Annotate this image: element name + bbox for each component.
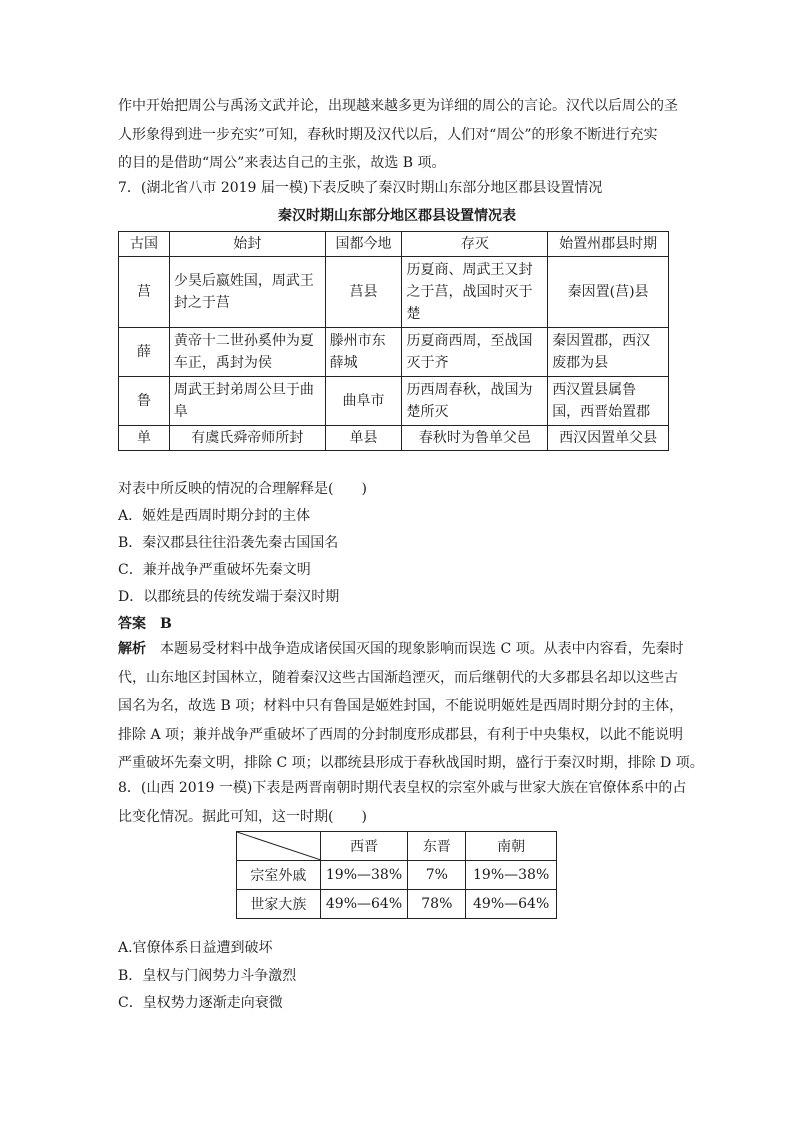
- table-cell: 西汉因置单父县: [548, 426, 669, 451]
- q7-analysis: [118, 635, 704, 778]
- table-cell: 薛: [119, 328, 170, 377]
- q7-option-d: D．以郡统县的传统发端于秦汉时期: [118, 589, 340, 605]
- intro-paragraph: [118, 92, 678, 178]
- table-cell: 滕州市东薛城: [325, 328, 402, 377]
- q8-option-c: C．皇权势力逐渐走向衰微: [118, 995, 283, 1011]
- table-cell: 秦因置郡，西汉废郡为县: [548, 328, 669, 377]
- table-cell: 7%: [408, 861, 466, 890]
- table-header-cell: 国都今地: [325, 232, 402, 257]
- intro-line: 的目的是借助“周公”来表达自己的主张，故选 B 项。: [118, 155, 446, 171]
- table-header-cell-diagonal: [237, 832, 321, 861]
- answer-label: 答案: [118, 616, 146, 632]
- analysis-text: 本题易受材料中战争造成诸侯国灭国的现象影响而误选 C 项。从表中内容看，先秦时: [160, 641, 684, 657]
- q7-answer: [118, 614, 172, 634]
- table-header-cell: 存灭: [402, 232, 548, 257]
- q8-table: [236, 831, 557, 919]
- table-cell: 78%: [408, 890, 466, 919]
- table-header-cell: 南朝: [466, 832, 557, 861]
- table-cell: 49%—64%: [466, 890, 557, 919]
- table-cell: 莒县: [325, 257, 402, 328]
- table-cell: 49%—64%: [320, 890, 408, 919]
- q7-option-b: B．秦汉郡县往往沿袭先秦古国国名: [118, 535, 339, 551]
- analysis-line: 严重破坏先秦文明，排除 C 项；以郡统县形成于春秋战国时期，盛行于秦汉时期，排除 D 项。: [118, 755, 704, 771]
- table-header-cell: 古国: [119, 232, 170, 257]
- analysis-label: 解析: [118, 641, 146, 657]
- table-cell: 历夏商西周，至战国灭于齐: [402, 328, 548, 377]
- answer-value: B: [160, 616, 172, 632]
- q8-stem-line: 比变化情况。据此可知，这一时期( ): [118, 808, 367, 825]
- table-row: [119, 377, 669, 426]
- table-cell: 曲阜市: [325, 377, 402, 426]
- table-cell: 春秋时为鲁单父邑: [402, 426, 548, 451]
- q7-option-c: C．兼并战争严重破坏先秦文明: [118, 562, 311, 578]
- table-cell: 单县: [325, 426, 402, 451]
- table-cell: 莒: [119, 257, 170, 328]
- analysis-line: 国名为名，故选 B 项；材料中只有鲁国是姬姓封国，不能说明姬姓是西周时期分封的主体，: [118, 698, 684, 714]
- analysis-line: [118, 635, 684, 664]
- q8-stem: [118, 774, 687, 831]
- table-header-cell: 始置州郡县时期: [548, 232, 669, 257]
- table-cell: 19%—38%: [320, 861, 408, 890]
- q8-option-a: A.官僚体系日益遭到破坏: [118, 940, 273, 956]
- table-cell: 黄帝十二世孙奚仲为夏车正，禹封为侯: [169, 328, 325, 377]
- table-header-cell: 西晋: [320, 832, 408, 861]
- table-header-row: [237, 832, 557, 861]
- q7-stem: 7．(湖北省八市 2019 届一模)下表反映了秦汉时期山东部分地区郡县设置情况: [118, 180, 603, 196]
- intro-line: 人形象得到进一步充实”可知，春秋时期及汉代以后，人们对“周公”的形象不断进行充实: [118, 126, 658, 143]
- table-row: [119, 426, 669, 451]
- table-cell: 历夏商、周武王又封之于莒，战国时灭于楚: [402, 257, 548, 328]
- table-cell: 周武王封弟周公旦于曲阜: [169, 377, 325, 426]
- table-cell: 有虞氏舜帝师所封: [169, 426, 325, 451]
- analysis-line: 代，山东地区封国林立，随着秦汉这些古国渐趋湮灭，而后继朝代的大多郡县名却以这些古: [118, 669, 678, 686]
- diagonal-line-icon: [237, 832, 321, 860]
- table-row: [119, 257, 669, 328]
- q7-question: 对表中所反映的情况的合理解释是( ): [118, 481, 367, 497]
- table-cell: 鲁: [119, 377, 170, 426]
- table-cell: 19%—38%: [466, 861, 557, 890]
- q7-table-title: 秦汉时期山东部分地区郡县设置情况表: [278, 208, 516, 224]
- q7-table: [118, 231, 669, 451]
- q8-stem-line: 8．(山西 2019 一模)下表是两晋南朝时期代表皇权的宗室外戚与世家大族在官僚体系中的占: [118, 780, 687, 796]
- table-cell: 历西周春秋，战国为楚所灭: [402, 377, 548, 426]
- table-cell: 宗室外戚: [237, 861, 321, 890]
- table-row: [119, 328, 669, 377]
- table-cell: 少昊后嬴姓国，周武王封之于莒: [169, 257, 325, 328]
- table-row: [237, 861, 557, 890]
- intro-line: 作中开始把周公与禹汤文武并论，出现越来越多更为详细的周公的言论。汉代以后周公的圣: [118, 98, 678, 114]
- table-header-row: [119, 232, 669, 257]
- table-header-cell: 东晋: [408, 832, 466, 861]
- q7-option-a: A．姬姓是西周时期分封的主体: [118, 508, 311, 524]
- table-cell: 西汉置县属鲁国，西晋始置郡: [548, 377, 669, 426]
- table-row: [237, 890, 557, 919]
- table-header-cell: 始封: [169, 232, 325, 257]
- table-cell: 世家大族: [237, 890, 321, 919]
- table-cell: 秦因置(莒)县: [548, 257, 669, 328]
- analysis-line: 排除 A 项；兼并战争严重破坏了西周的分封制度形成郡县，有利于中央集权，以此不能说明: [118, 726, 684, 743]
- table-cell: 单: [119, 426, 170, 451]
- q8-option-b: B．皇权与门阀势力斗争激烈: [118, 968, 297, 984]
